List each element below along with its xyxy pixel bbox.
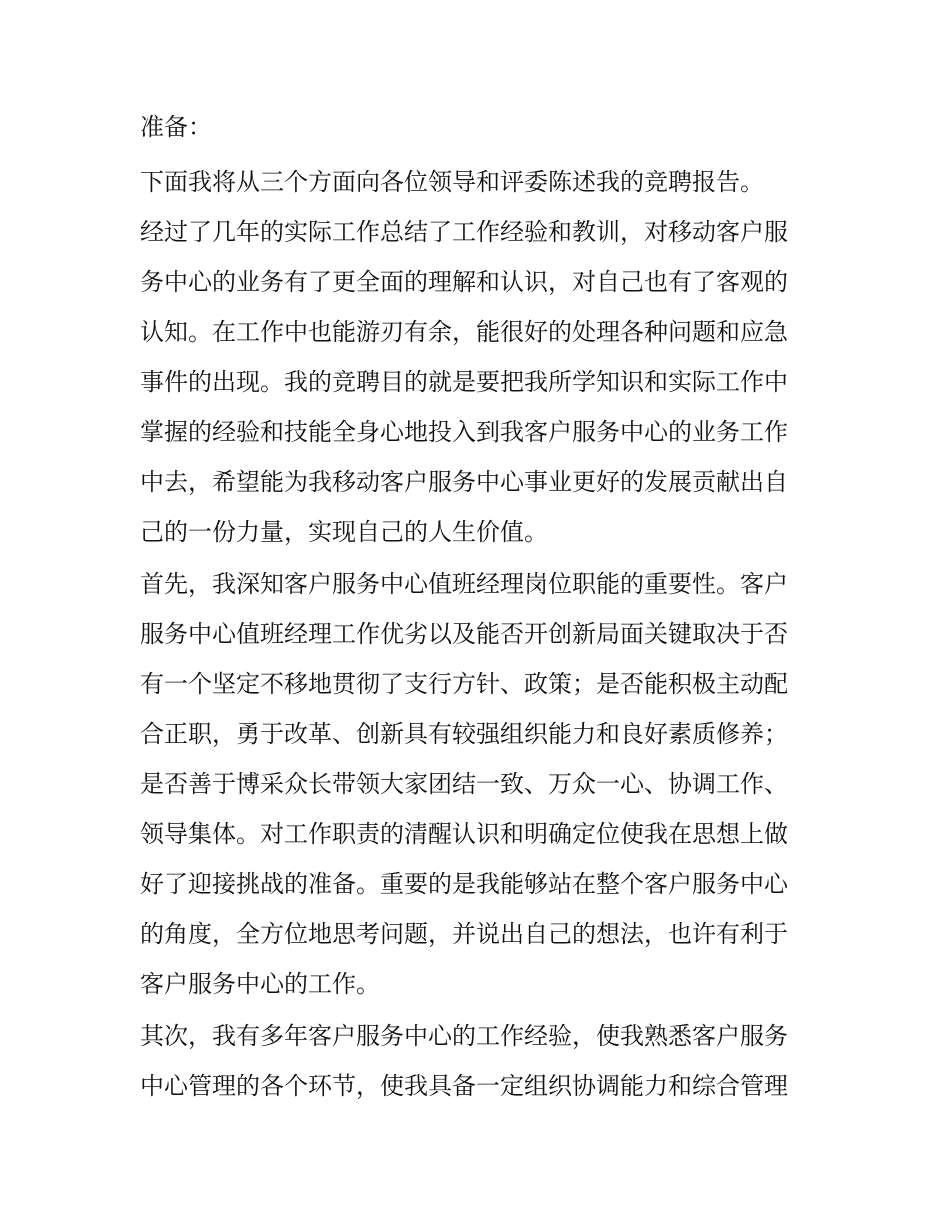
text-line: 掌握的经验和技能全身心地投入到我客户服务中心的业务工作 (140, 418, 788, 446)
text-line: 是否善于博采众长带领大家团结一致、万众一心、协调工作、 (140, 770, 788, 798)
text-line: 事件的出现。我的竞聘目的就是要把我所学知识和实际工作中 (140, 368, 788, 396)
text-line: 服务中心值班经理工作优劣以及能否开创新局面关键取决于否 (140, 620, 788, 648)
text-line: 合正职，勇于改革、创新具有较强组织能力和良好素质修养； (140, 720, 788, 748)
text-line: 下面我将从三个方面向各位领导和评委陈述我的竞聘报告。 (140, 168, 764, 196)
text-line: 己的一份力量，实现自己的人生价值。 (140, 518, 548, 546)
text-line: 的角度，全方位地思考问题，并说出自己的想法，也许有利于 (140, 920, 788, 948)
text-line: 中心管理的各个环节，使我具备一定组织协调能力和综合管理 (140, 1072, 788, 1100)
text-line: 有一个坚定不移地贯彻了支行方针、政策；是否能积极主动配 (140, 670, 788, 698)
text-line: 好了迎接挑战的准备。重要的是我能够站在整个客户服务中心 (140, 870, 788, 898)
text-line: 经过了几年的实际工作总结了工作经验和教训，对移动客户服 (140, 218, 788, 246)
text-line: 中去，希望能为我移动客户服务中心事业更好的发展贡献出自 (140, 468, 788, 496)
text-line: 客户服务中心的工作。 (140, 970, 380, 998)
text-line: 认知。在工作中也能游刃有余，能很好的处理各种问题和应急 (140, 318, 788, 346)
text-line: 其次，我有多年客户服务中心的工作经验，使我熟悉客户服务 (140, 1022, 788, 1050)
text-line: 领导集体。对工作职责的清醒认识和明确定位使我在思想上做 (140, 820, 788, 848)
text-line: 务中心的业务有了更全面的理解和认识，对自己也有了客观的 (140, 268, 788, 296)
text-line: 首先，我深知客户服务中心值班经理岗位职能的重要性。客户 (140, 570, 788, 598)
text-line: 准备： (140, 113, 212, 141)
